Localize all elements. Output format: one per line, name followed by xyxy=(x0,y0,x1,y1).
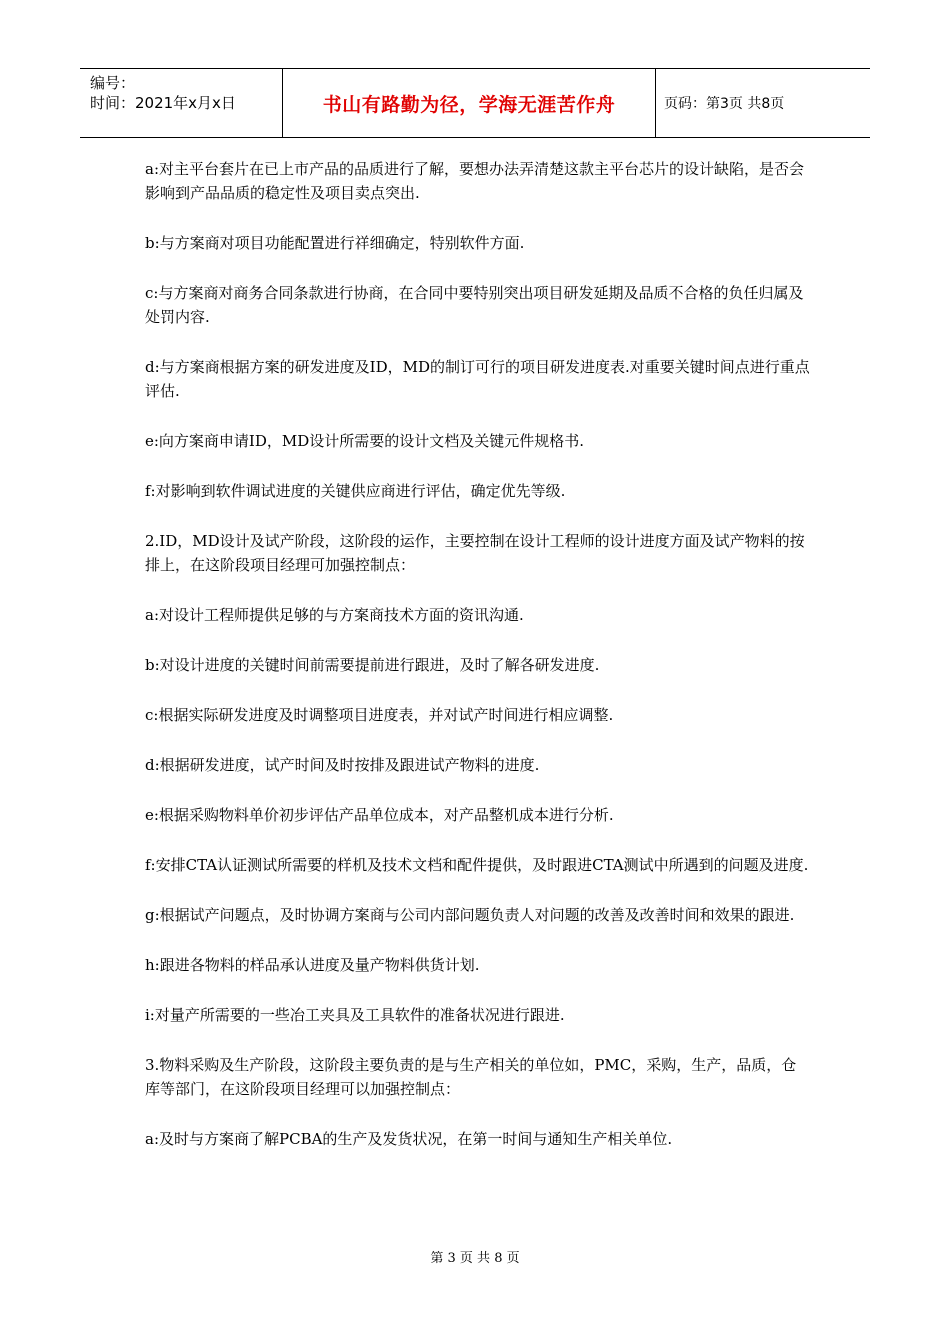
paragraph: g:根据试产问题点，及时协调方案商与公司内部问题负责人对问题的改善及改善时间和效果的跟进. xyxy=(145,906,795,924)
paragraph: f:对影响到软件调试进度的关键供应商进行评估，确定优先等级. xyxy=(145,482,566,500)
paragraph: e:根据采购物料单价初步评估产品单位成本，对产品整机成本进行分析. xyxy=(145,806,614,824)
paragraph: a:对设计工程师提供足够的与方案商技术方面的资讯沟通. xyxy=(145,606,524,624)
paragraph: e:向方案商申请ID，MD设计所需要的设计文档及关键元件规格书. xyxy=(145,432,585,450)
header-motto-cell xyxy=(282,69,656,137)
paragraph: h:跟进各物料的样品承认进度及量产物料供货计划. xyxy=(145,956,480,974)
paragraph: b:对设计进度的关键时间前需要提前进行跟进，及时了解各研发进度. xyxy=(145,656,600,674)
document-body xyxy=(145,157,810,1177)
header-meta xyxy=(80,69,282,137)
paragraph: c:根据实际研发进度及时调整项目进度表，并对试产时间进行相应调整. xyxy=(145,706,614,724)
section-heading-paragraph: 3.物料采购及生产阶段，这阶段主要负责的是与生产相关的单位如，PMC，采购，生产，品质，仓库等部门，在这阶段项目经理可以加强控制点： xyxy=(145,1056,797,1098)
paragraph: a:对主平台套片在已上市产品的品质进行了解，要想办法弄清楚这款主平台芯片的设计缺陷，是否会影响到产品品质的稳定性及项目卖点突出. xyxy=(145,160,805,202)
document-date-label: 时间：2021年x月x日 xyxy=(90,94,236,112)
paragraph: a:及时与方案商了解PCBA的生产及发货状况，在第一时间与通知生产相关单位. xyxy=(145,1130,673,1148)
header-page-info-cell xyxy=(656,69,870,137)
paragraph: i:对量产所需要的一些冶工夹具及工具软件的准备状况进行跟进. xyxy=(145,1006,565,1024)
page-header xyxy=(80,68,870,138)
section-heading-paragraph: 2.ID，MD设计及试产阶段，这阶段的运作，主要控制在设计工程师的设计进度方面及试产物料的按排上，在这阶段项目经理可加强控制点： xyxy=(145,532,805,574)
footer-page-number: 第 3 页 共 8 页 xyxy=(430,1251,520,1266)
header-page-info: 页码：第3页 共8页 xyxy=(664,96,785,112)
page-footer xyxy=(0,1247,950,1266)
paragraph: d:根据研发进度，试产时间及时按排及跟进试产物料的进度. xyxy=(145,756,540,774)
paragraph: b:与方案商对项目功能配置进行祥细确定，特别软件方面. xyxy=(145,234,525,252)
paragraph: d:与方案商根据方案的研发进度及ID，MD的制订可行的项目研发进度表.对重要关键时间点进行重点评估. xyxy=(145,358,810,400)
paragraph: f:安排CTA认证测试所需要的样机及技术文档和配件提供，及时跟进CTA测试中所遇到的问题及进度. xyxy=(145,856,809,874)
document-number-label: 编号： xyxy=(90,74,136,92)
paragraph: c:与方案商对商务合同条款进行协商，在合同中要特别突出项目研发延期及品质不合格的负任归属及处罚内容. xyxy=(145,284,804,326)
header-motto: 书山有路勤为径，学海无涯苦作舟 xyxy=(322,93,616,116)
